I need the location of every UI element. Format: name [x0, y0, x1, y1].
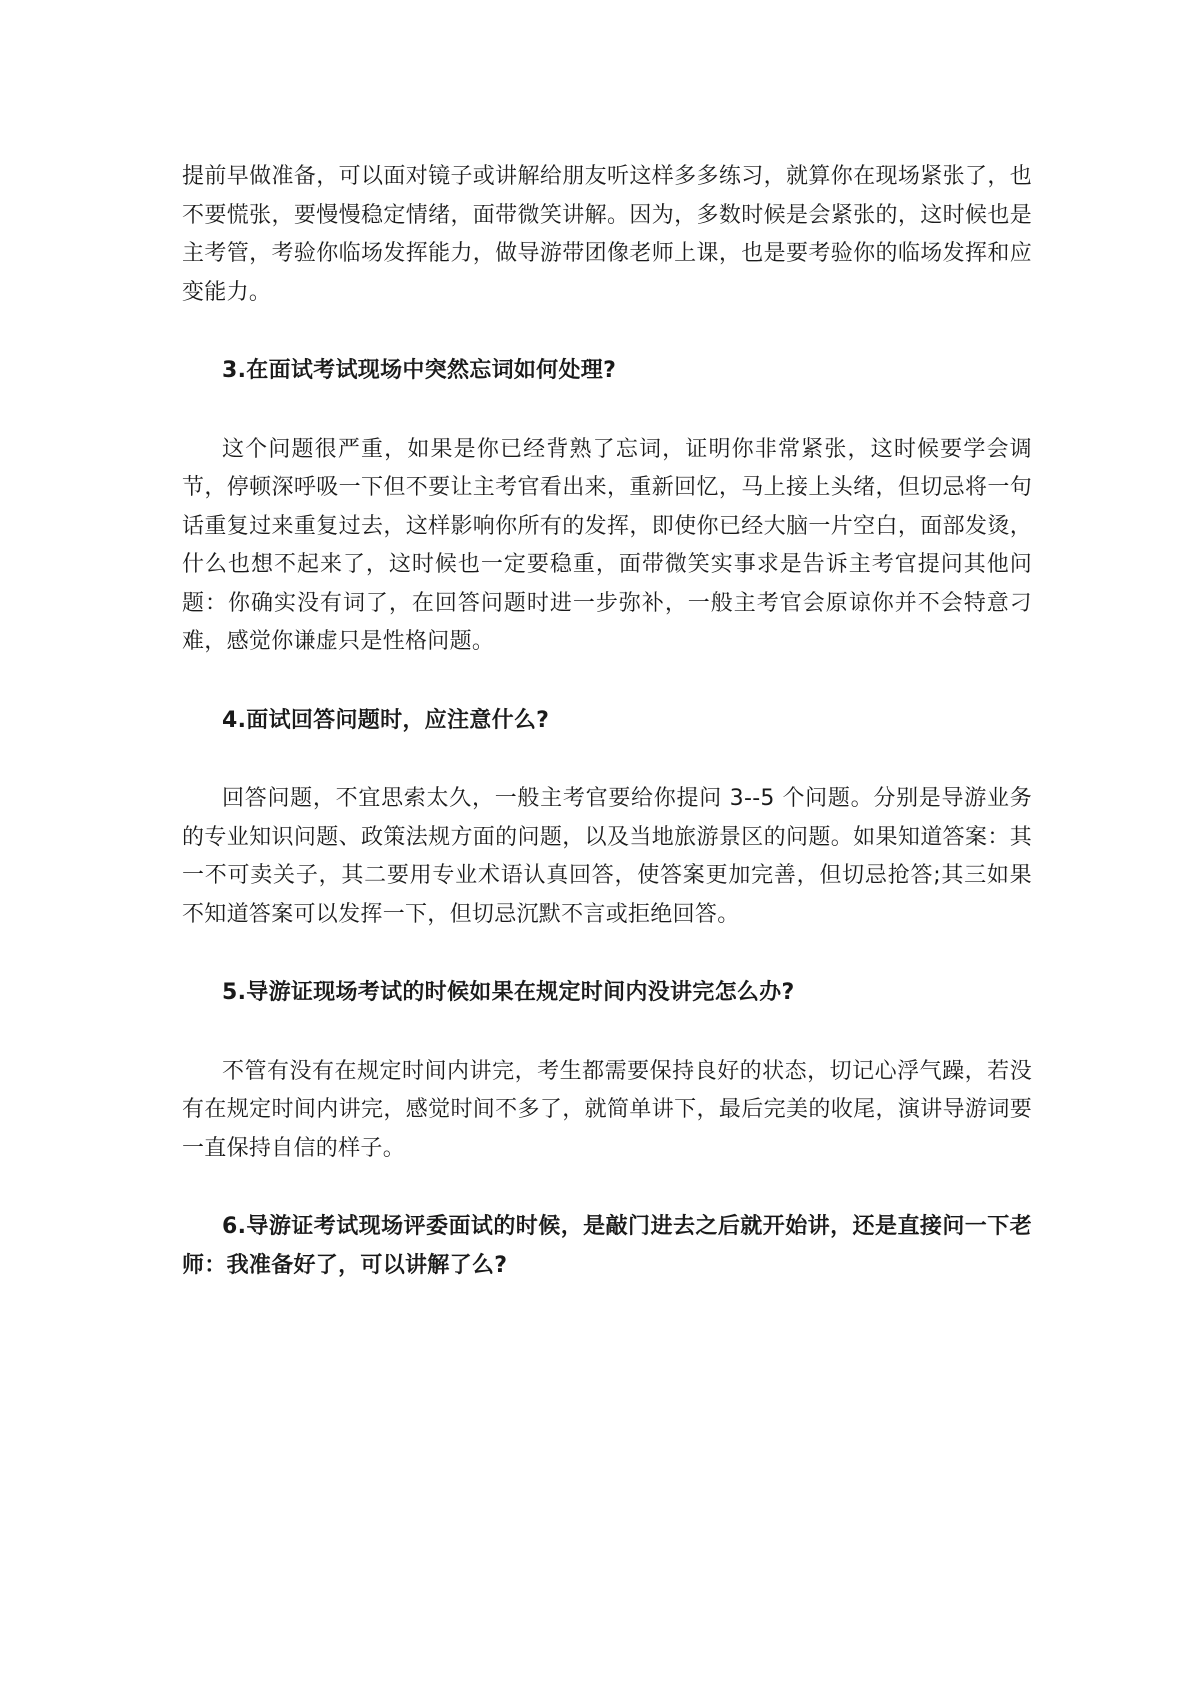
heading-question-5: 5.导游证现场考试的时候如果在规定时间内没讲完怎么办?: [222, 980, 795, 1005]
paragraph-answer-3: 这个问题很严重，如果是你已经背熟了忘词，证明你非常紧张，这时候要学会调节，停顿深呼吸一下但不要让主考官看出来，重新回忆，马上接上头绪，但切忌将一句话重复过来重复过去，这样影响你所有的发挥，即使你已经大脑一片空白，面部发烫，什么也想不起来了，这时候也一定要稳重，面带微笑实事求是告诉主考官提问其他问题：你确实没有词了，在回答问题时进一步弥补，一般主考官会原谅你并不会特意刁难，感觉你谦虚只是性格问题。: [182, 436, 1032, 654]
spacer: [182, 1013, 1032, 1053]
heading-question-3: 3.在面试考试现场中突然忘词如何处理?: [222, 358, 617, 383]
spacer: [182, 934, 1032, 974]
spacer: [182, 740, 1032, 780]
heading-question-6: 6.导游证考试现场评委面试的时候，是敲门进去之后就开始讲，还是直接问一下老师：我准备好了，可以讲解了么?: [182, 1214, 1032, 1278]
paragraph-answer-5: 不管有没有在规定时间内讲完，考生都需要保持良好的状态，切记心浮气躁，若没有在规定时间内讲完，感觉时间不多了，就简单讲下，最后完美的收尾，演讲导游词要一直保持自信的样子。: [182, 1058, 1032, 1161]
heading-question-4: 4.面试回答问题时，应注意什么?: [222, 707, 550, 733]
spacer: [182, 1168, 1032, 1208]
spacer: [182, 391, 1032, 431]
spacer: [182, 312, 1032, 352]
document-body: [182, 158, 1032, 1285]
paragraph-preparation: 提前早做准备，可以面对镜子或讲解给朋友听这样多多练习，就算你在现场紧张了，也不要慌张，要慢慢稳定情绪，面带微笑讲解。因为，多数时候是会紧张的，这时候也是主考管，考验你临场发挥能力，做导游带团像老师上课，也是要考验你的临场发挥和应变能力。: [182, 164, 1032, 305]
spacer: [182, 662, 1032, 702]
paragraph-answer-4: 回答问题，不宜思索太久，一般主考官要给你提问 3--5 个问题。分别是导游业务的专业知识问题、政策法规方面的问题，以及当地旅游景区的问题。如果知道答案：其一不可卖关子，其二要用专业术语认真回答，使答案更加完善，但切忌抢答;其三如果不知道答案可以发挥一下，但切忌沉默不言或拒绝回答。: [182, 786, 1032, 927]
